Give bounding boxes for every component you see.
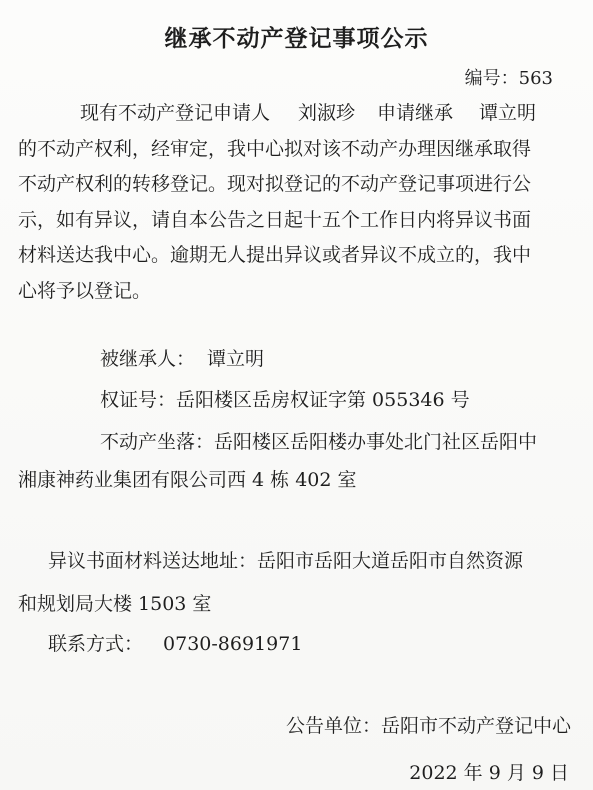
- heir-row: [100, 344, 264, 371]
- body-line-2: 的不动产权利，经审定，我中心拟对该不动产办理因继承取得: [18, 137, 532, 160]
- page-title: 继承不动产登记事项公示: [164, 26, 429, 52]
- heir-value: 谭立明: [207, 348, 265, 370]
- issuer-name: 岳阳市不动产登记中心: [380, 715, 571, 737]
- issuer-label: 公告单位：: [285, 715, 381, 737]
- location-label: 不动产坐落：: [100, 431, 215, 453]
- issue-date: 2022 年 9 月 9 日: [409, 762, 569, 784]
- body-line-5: 材料送达我中心。逾期无人提出异议或者异议不成立的，我中: [18, 244, 532, 266]
- heir-label: 被继承人：: [100, 348, 196, 370]
- body-line-4: 示，如有异议，请自本公告之日起十五个工作日内将异议书面: [18, 208, 532, 231]
- body-line-3: 不动产权利的转移登记。现对拟登记的不动产登记事项进行公: [18, 173, 532, 195]
- body-line-1: [18, 96, 578, 132]
- certificate-label: 权证号：: [100, 389, 177, 411]
- objection-address-row-continued: [18, 589, 211, 616]
- location-value-line-1: 岳阳楼区岳阳楼办事处北门社区岳阳中: [214, 431, 538, 453]
- location-row-continued: [18, 465, 357, 492]
- body-line-6: 心将予以登记。: [18, 279, 152, 302]
- serial-number: 编号：563: [464, 68, 553, 89]
- certificate-row: [100, 385, 470, 412]
- decedent-name: 谭立明: [479, 102, 537, 124]
- body-text-applicant-intro: 现有不动产登记申请人: [80, 102, 271, 124]
- location-value-line-2: 湘康神药业集团有限公司西 4 栋 402 室: [18, 469, 357, 491]
- issuer-row: [286, 711, 571, 738]
- objection-address-row: [48, 546, 523, 573]
- contact-label: 联系方式：: [48, 633, 144, 655]
- certificate-value: 岳阳楼区岳房权证字第 055346 号: [176, 389, 470, 411]
- objection-address-value-line-2: 和规划局大楼 1503 室: [18, 593, 212, 615]
- location-row: [100, 427, 537, 454]
- contact-phone: 0730-8691971: [163, 633, 303, 655]
- notice-body-paragraph: [18, 96, 578, 309]
- objection-address-label: 异议书面材料送达地址：: [48, 550, 258, 572]
- contact-row: [48, 629, 302, 656]
- applicant-name: 刘淑珍: [298, 102, 356, 124]
- body-text-inherit: 申请继承: [377, 102, 454, 124]
- objection-address-value-line-1: 岳阳市岳阳大道岳阳市自然资源: [257, 550, 524, 572]
